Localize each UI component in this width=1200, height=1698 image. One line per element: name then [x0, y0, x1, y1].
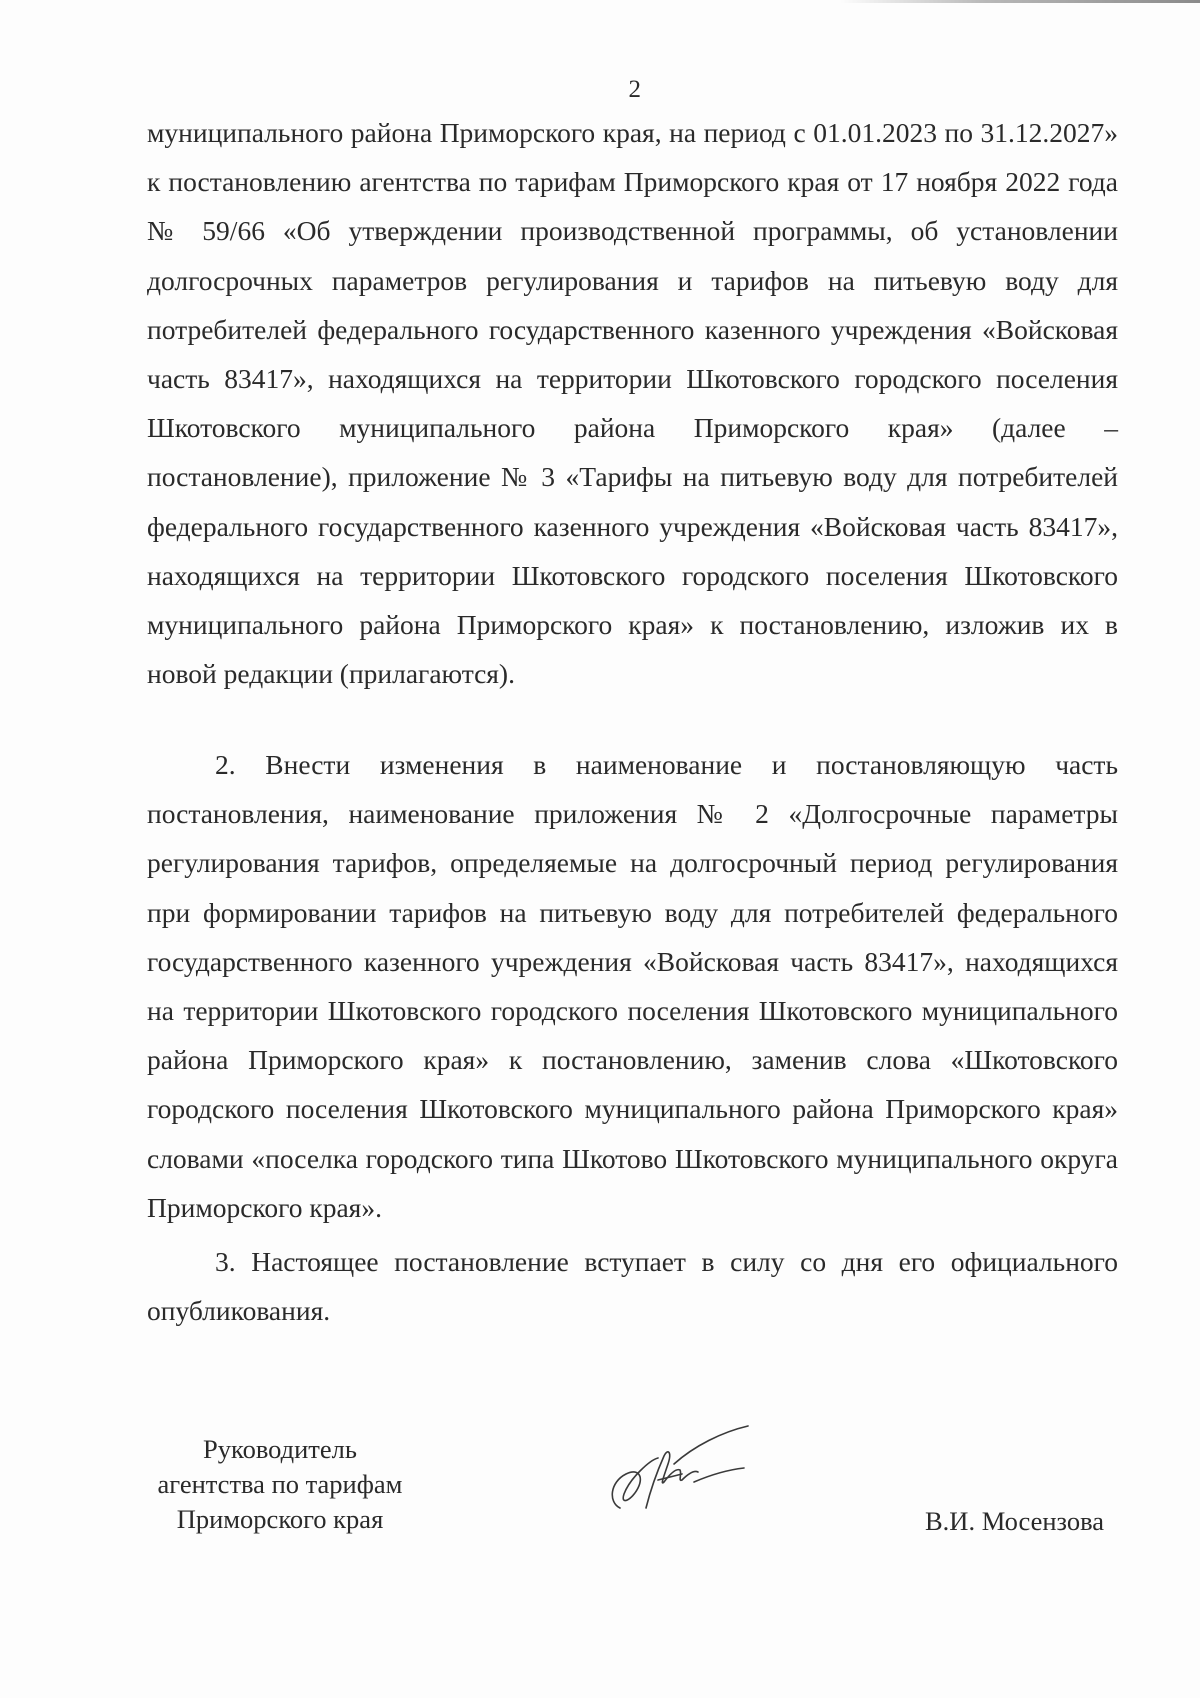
scan-edge-shadow: [840, 0, 1200, 3]
page-number: 2: [628, 76, 642, 103]
signature-block: [0, 1432, 1200, 1562]
paragraph-2: 2. Внести изменения в наименование и постановляющую часть постановления, наименование приложения № 2 «Долгосрочные параметры регулирования тарифов, определяемые на долгосрочный период регулирования при формировании тарифов на питьевую воду для потребителей федерального государственного казенного учреждения «Войсковая часть 83417», находящихся на территории Шкотовского городского поселения Шкотовского муниципального района Приморского края» к постановлению, заменив слова «Шкотовского городского поселения Шкотовского муниципального района Приморского края» словами «поселка городского типа Шкотово Шкотовского муниципального округа Приморского края».: [147, 749, 1118, 1223]
body-text-block-1: [147, 108, 1118, 698]
body-text-block-2: [147, 740, 1118, 1232]
signer-position: [140, 1432, 420, 1537]
paragraph-continuation: муниципального района Приморского края, на период с 01.01.2023 по 31.12.2027» к постановлению агентства по тарифам Приморского края от 17 ноября 2022 года № 59/66 «Об утверждении производственной программы, об установлении долгосрочных параметров регулирования и тарифов на питьевую воду для потребителей федерального государственного казенного учреждения «Войсковая часть 83417», находящихся на территории Шкотовского городского поселения Шкотовского муниципального района Приморского края» (далее – постановление), приложение № 3 «Тарифы на питьевую воду для потребителей федерального государственного казенного учреждения «Войсковая часть 83417», находящихся на территории Шкотовского городского поселения Шкотовского муниципального района Приморского края» к постановлению, изложив их в новой редакции (прилагаются).: [147, 117, 1118, 690]
signer-position-line-1: Руководитель: [203, 1434, 357, 1464]
handwritten-signature: [598, 1412, 758, 1522]
signer-name: В.И. Мосензова: [925, 1506, 1105, 1536]
paragraph-3: 3. Настоящее постановление вступает в силу со дня его официального опубликования.: [147, 1246, 1118, 1327]
body-text-block-3: [147, 1237, 1118, 1335]
signer-position-line-3: Приморского края: [176, 1504, 384, 1534]
signer-position-line-2: агентства по тарифам: [157, 1469, 403, 1499]
